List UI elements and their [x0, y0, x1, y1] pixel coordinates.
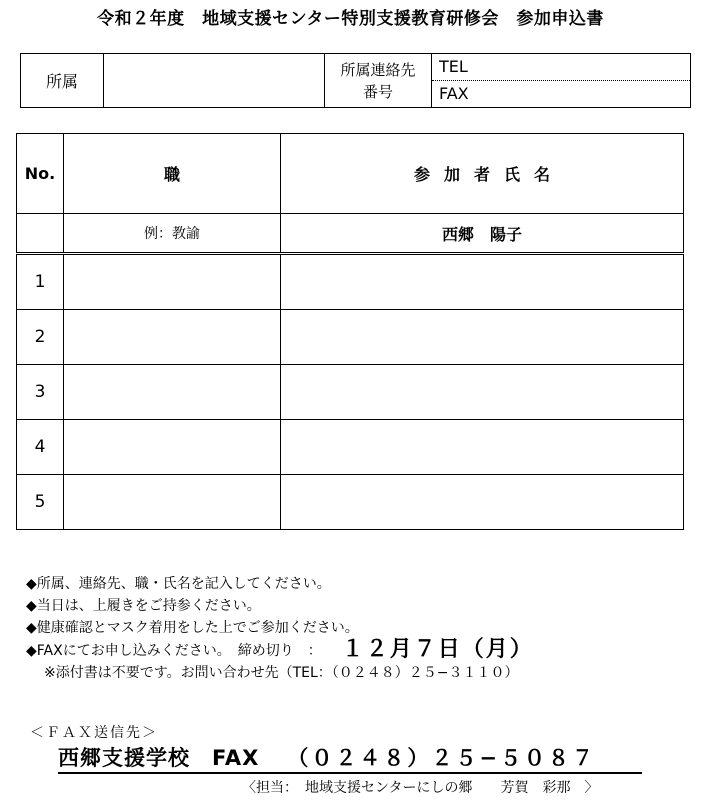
- table-row: [17, 254, 684, 310]
- name-input[interactable]: [281, 310, 684, 365]
- name-input[interactable]: [281, 254, 684, 310]
- example-job: 例：教諭: [64, 214, 281, 254]
- page-title: 令和２年度 地域支援センター特別支援教育研修会 参加申込書: [97, 9, 604, 29]
- contact-number-label: [325, 54, 432, 108]
- note-item: ◆当日は、上履きをご持参ください。: [26, 598, 261, 614]
- fax-note: ◆FAXにてお申し込みください。 締め切り ：: [26, 643, 322, 659]
- col-header-no: No.: [17, 134, 64, 214]
- job-input[interactable]: [64, 310, 281, 365]
- note-item: ◆所属、連絡先、職・氏名を記入してください。: [26, 576, 331, 592]
- table-row: [17, 310, 684, 365]
- affiliation-table: [20, 53, 691, 108]
- fax-destination-number: （０２４８）２５−５０８７: [287, 746, 596, 770]
- table-row: [17, 365, 684, 420]
- affiliation-field[interactable]: [104, 54, 325, 108]
- row-number: 4: [17, 420, 64, 475]
- fax-field[interactable]: FAX: [439, 84, 469, 103]
- name-input[interactable]: [281, 365, 684, 420]
- job-input[interactable]: [64, 365, 281, 420]
- job-input[interactable]: [64, 420, 281, 475]
- fax-note-line: [26, 639, 534, 662]
- row-number: 2: [17, 310, 64, 365]
- participants-table: [16, 133, 684, 530]
- example-no-cell: [17, 214, 64, 254]
- table-row: [17, 475, 684, 530]
- name-input[interactable]: [281, 420, 684, 475]
- row-number: 3: [17, 365, 64, 420]
- tel-fax-cell: [432, 54, 691, 108]
- name-input[interactable]: [281, 475, 684, 530]
- affiliation-label: 所属: [21, 54, 104, 108]
- col-header-name: [281, 134, 684, 214]
- deadline-date: １２月７日（月）: [341, 637, 534, 662]
- col-header-job: 職: [64, 134, 281, 214]
- example-name: 西郷 陽子: [281, 214, 684, 254]
- contact-person: 〈担当： 地域支援センターにしの郷 芳賀 彩那 〉: [242, 780, 599, 796]
- row-number: 1: [17, 254, 64, 310]
- tel-field[interactable]: TEL: [432, 54, 690, 81]
- attachment-note: ※添付書は不要です。お問い合わせ先（TEL：（０２４８）２５−３１１０）: [44, 665, 519, 681]
- note-item: ◆健康確認とマスク着用をした上でご参加ください。: [26, 620, 359, 636]
- table-row: [17, 420, 684, 475]
- job-input[interactable]: [64, 475, 281, 530]
- job-input[interactable]: [64, 254, 281, 310]
- row-number: 5: [17, 475, 64, 530]
- fax-destination: [58, 744, 642, 774]
- fax-destination-header: ＜ＦＡＸ送信先＞: [30, 725, 158, 741]
- contact-label-line1: 所属連絡先: [340, 60, 416, 79]
- contact-label-line2: 番号: [362, 82, 393, 101]
- col-header-name-text: 参加者氏名: [413, 165, 564, 184]
- notes-section: [26, 573, 534, 684]
- fax-destination-school: 西郷支援学校 FAX: [58, 746, 260, 770]
